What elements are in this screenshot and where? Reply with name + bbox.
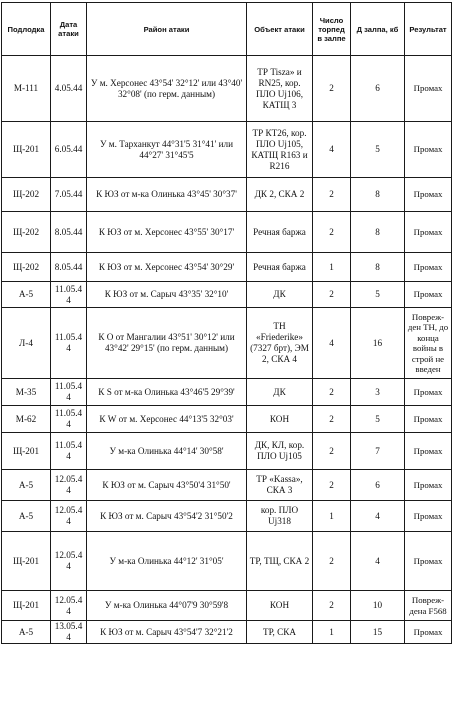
attack-target-cell: ДК 2, СКА 2: [247, 178, 313, 212]
attack-date-cell: 7.05.44: [51, 178, 87, 212]
attack-date-cell: 8.05.44: [51, 253, 87, 282]
torpedo-count-cell: 2: [313, 532, 351, 591]
result-cell: Промах: [405, 621, 452, 644]
submarine-cell: М-35: [2, 379, 51, 406]
torpedo-count-cell: 2: [313, 56, 351, 122]
attack-date-cell: 11.05.44: [51, 282, 87, 308]
result-cell: Промах: [405, 501, 452, 532]
submarine-cell: Щ-202: [2, 253, 51, 282]
attack-area-cell: У м-ка Олинька 44°07'9 30°59'8: [87, 591, 247, 621]
attack-target-cell: ДК, КЛ, кор. ПЛО Uj105: [247, 433, 313, 470]
header-attack-date: Дата атаки: [51, 3, 87, 56]
submarine-cell: Щ-202: [2, 212, 51, 253]
submarine-cell: Щ-201: [2, 532, 51, 591]
table-row: [2, 470, 452, 501]
attack-date-cell: 12.05.44: [51, 470, 87, 501]
attack-target-cell: ТР КТ26, кор. ПЛО Uj105, КАТЩ R163 и R216: [247, 122, 313, 178]
submarine-attacks-table: [1, 2, 452, 644]
table-header-row: [2, 3, 452, 56]
table-body: [2, 56, 452, 644]
submarine-cell: Щ-202: [2, 178, 51, 212]
header-attack-target: Объект атаки: [247, 3, 313, 56]
result-cell: Промах: [405, 56, 452, 122]
submarine-cell: А-5: [2, 470, 51, 501]
torpedo-count-cell: 2: [313, 379, 351, 406]
salvo-distance-cell: 4: [351, 532, 405, 591]
table-row: [2, 282, 452, 308]
submarine-cell: Щ-201: [2, 122, 51, 178]
salvo-distance-cell: 5: [351, 406, 405, 433]
submarine-cell: А-5: [2, 501, 51, 532]
attack-target-cell: ДК: [247, 379, 313, 406]
header-result: Результат: [405, 3, 452, 56]
submarine-cell: А-5: [2, 282, 51, 308]
attack-target-cell: ТР, СКА: [247, 621, 313, 644]
attack-target-cell: ТР, ТЩ, СКА 2: [247, 532, 313, 591]
attack-target-cell: Речная баржа: [247, 212, 313, 253]
result-cell: Промах: [405, 406, 452, 433]
table-row: [2, 621, 452, 644]
attack-target-cell: ДК: [247, 282, 313, 308]
attack-target-cell: ТР Tisza» и RN25, кор. ПЛО Uj106, КАТЩ 3: [247, 56, 313, 122]
result-cell: Промах: [405, 212, 452, 253]
result-cell: Промах: [405, 122, 452, 178]
attack-date-cell: 12.05.44: [51, 501, 87, 532]
attack-area-cell: К ЮЗ от м-ка Олинька 43°45' 30°37': [87, 178, 247, 212]
attack-area-cell: К ЮЗ от м. Сарыч 43°54'7 32°21'2: [87, 621, 247, 644]
submarine-cell: Щ-201: [2, 433, 51, 470]
torpedo-count-cell: 2: [313, 282, 351, 308]
header-attack-area: Район атаки: [87, 3, 247, 56]
attack-area-cell: К ЮЗ от м. Сарыч 43°54'2 31°50'2: [87, 501, 247, 532]
torpedo-count-cell: 2: [313, 406, 351, 433]
result-cell: Повреж-ден ТН, до конца войны в строй не введен: [405, 308, 452, 379]
salvo-distance-cell: 3: [351, 379, 405, 406]
salvo-distance-cell: 6: [351, 56, 405, 122]
attack-target-cell: КОН: [247, 406, 313, 433]
salvo-distance-cell: 7: [351, 433, 405, 470]
header-torpedo-count: Число торпед в залпе: [313, 3, 351, 56]
torpedo-count-cell: 1: [313, 501, 351, 532]
result-cell: Промах: [405, 282, 452, 308]
result-cell: Промах: [405, 178, 452, 212]
torpedo-count-cell: 4: [313, 122, 351, 178]
attack-area-cell: К ЮЗ от м. Сарыч 43°35' 32°10': [87, 282, 247, 308]
attack-area-cell: К W от м. Херсонес 44°13'5 32°03': [87, 406, 247, 433]
attack-date-cell: 6.05.44: [51, 122, 87, 178]
header-salvo-distance: Д залпа, кб: [351, 3, 405, 56]
attack-area-cell: К ЮЗ от м. Херсонес 43°55' 30°17': [87, 212, 247, 253]
torpedo-count-cell: 2: [313, 433, 351, 470]
attack-area-cell: У м. Тарханкут 44°31'5 31°41' или 44°27' 31°45'5: [87, 122, 247, 178]
salvo-distance-cell: 16: [351, 308, 405, 379]
result-cell: Промах: [405, 253, 452, 282]
table-row: [2, 406, 452, 433]
header-submarine: Подлодка: [2, 3, 51, 56]
salvo-distance-cell: 5: [351, 122, 405, 178]
attack-target-cell: ТН «Friederike» (7327 брт), ЭМ 2, СКА 4: [247, 308, 313, 379]
table-row: [2, 591, 452, 621]
table-row: [2, 253, 452, 282]
attack-area-cell: К ЮЗ от м. Сарыч 43°50'4 31°50': [87, 470, 247, 501]
torpedo-count-cell: 2: [313, 591, 351, 621]
attack-area-cell: К ЮЗ от м. Херсонес 43°54' 30°29': [87, 253, 247, 282]
attack-target-cell: Речная баржа: [247, 253, 313, 282]
attack-area-cell: К О от Мангалии 43°51' 30°12' или 43°42' 29°15' (по герм. данным): [87, 308, 247, 379]
salvo-distance-cell: 5: [351, 282, 405, 308]
attack-date-cell: 8.05.44: [51, 212, 87, 253]
submarine-cell: М-111: [2, 56, 51, 122]
attack-area-cell: У м-ка Олинька 44°14' 30°58': [87, 433, 247, 470]
attack-area-cell: У м-ка Олинька 44°12' 31°05': [87, 532, 247, 591]
result-cell: Промах: [405, 379, 452, 406]
submarine-cell: Щ-201: [2, 591, 51, 621]
result-cell: Промах: [405, 433, 452, 470]
result-cell: Повреж-дена F568: [405, 591, 452, 621]
table-row: [2, 212, 452, 253]
salvo-distance-cell: 6: [351, 470, 405, 501]
salvo-distance-cell: 15: [351, 621, 405, 644]
table-row: [2, 178, 452, 212]
table-row: [2, 433, 452, 470]
salvo-distance-cell: 8: [351, 212, 405, 253]
attack-target-cell: ТР «Kassa», СКА 3: [247, 470, 313, 501]
table-row: [2, 501, 452, 532]
torpedo-count-cell: 2: [313, 212, 351, 253]
attack-date-cell: 11.05.44: [51, 379, 87, 406]
torpedo-count-cell: 1: [313, 621, 351, 644]
submarine-cell: М-62: [2, 406, 51, 433]
submarine-cell: Л-4: [2, 308, 51, 379]
attack-area-cell: К S от м-ка Олинька 43°46'5 29°39': [87, 379, 247, 406]
torpedo-count-cell: 2: [313, 470, 351, 501]
salvo-distance-cell: 4: [351, 501, 405, 532]
torpedo-count-cell: 2: [313, 178, 351, 212]
salvo-distance-cell: 10: [351, 591, 405, 621]
salvo-distance-cell: 8: [351, 178, 405, 212]
attack-area-cell: У м. Херсонес 43°54' 32°12' или 43°40' 32°08' (по герм. данным): [87, 56, 247, 122]
torpedo-count-cell: 4: [313, 308, 351, 379]
attack-target-cell: КОН: [247, 591, 313, 621]
table-row: [2, 532, 452, 591]
result-cell: Промах: [405, 470, 452, 501]
torpedo-count-cell: 1: [313, 253, 351, 282]
table-row: [2, 308, 452, 379]
salvo-distance-cell: 8: [351, 253, 405, 282]
attack-date-cell: 11.05.44: [51, 433, 87, 470]
table-row: [2, 379, 452, 406]
table-row: [2, 122, 452, 178]
result-cell: Промах: [405, 532, 452, 591]
attack-target-cell: кор. ПЛО Uj318: [247, 501, 313, 532]
attack-date-cell: 11.05.44: [51, 406, 87, 433]
attack-date-cell: 4.05.44: [51, 56, 87, 122]
attack-date-cell: 13.05.44: [51, 621, 87, 644]
submarine-cell: А-5: [2, 621, 51, 644]
attack-date-cell: 11.05.44: [51, 308, 87, 379]
attack-date-cell: 12.05.44: [51, 532, 87, 591]
attack-date-cell: 12.05.44: [51, 591, 87, 621]
table-row: [2, 56, 452, 122]
